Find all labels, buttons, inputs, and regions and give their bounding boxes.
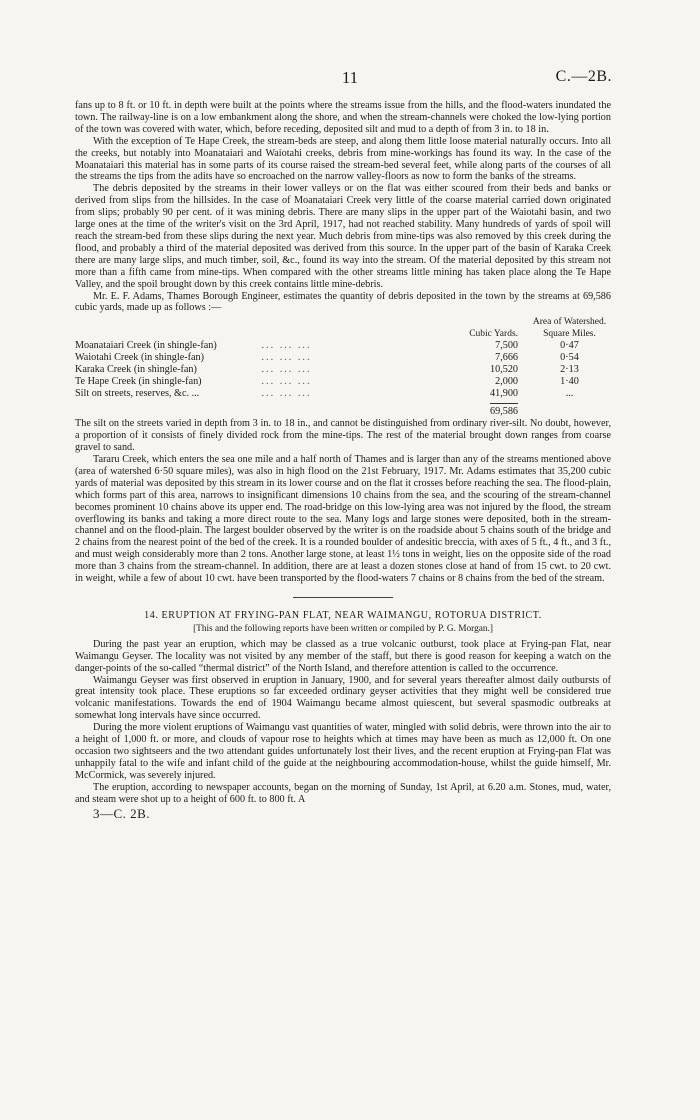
paragraph: During the more violent eruptions of Waimangu vast quantities of water, mingled with solid debris, were thrown into the air to a height of 1,000 ft. or more, and clouds of vapour rose to heights which at times may have been as much as 12,000 ft. On one occasion two sightseers and the two attendant guides unfortunately lost their lives, and the recent eruption at Frying-pan Flat was unhappily fatal to the wife and infant child of the guide at the neighbouring accommodation-house, whilst the guide himself, Mr. McCormick, was severely injured. [75,722,611,781]
paragraph: The silt on the streets varied in depth from 3 in. to 18 in., and cannot be distinguished from ordinary river-silt. No doubt, however, a proportion of it consists of finely divided rock from the mine-tips. The rest of the material brought down ranges from coarse gravel to sand. [75,418,611,454]
paragraph: The debris deposited by the streams in their lower valleys or on the flat was either scoured from their beds and banks or derived from slips from the hillsides. In the case of Moanataiari Creek very little of the coarse material carried down originated from slips; probably 90 per cent. of it was mining debris. There are many slips in the upper part of the Waiotahi basin, and two large ones at the time of the writer's visit on the 3rd April, 1917, had not reached stability. Many hundreds of yards of spoil will reach the stream-bed from these slips during the next year. Much debris from mine-tips was also removed by this creek during the flood, and probably a third of the material deposited was derived from this source. In the upper part of the basin of Karaka Creek there are many large slips, and much timber, soil, &c., found its way into the stream. Of the material deposited by this stream not more than a fifth came from mine-tips. When compared with the other streams little mining has taken place along the Te Hape Valley, and the spoil brought down by this creek contains little mine-debris. [75,183,611,290]
section-divider [293,597,393,598]
footer-signature: 3—C. 2B. [93,805,151,821]
row-cubic-yards: 2,000 [495,376,519,388]
page-header [0,68,700,94]
paragraph: During the past year an eruption, which may be classed as a true volcanic outburst, took place at Frying-pan Flat, near Waimangu Geyser. The locality was not visited by any member of the staff, but there is good reason for keeping a watch on the danger-points of the so-called “thermal district” of the North Island, and therefore attention is called to the occurrence. [75,638,611,674]
row-name: Karaka Creek (in shingle-fan) [75,364,197,376]
column-header-area [528,316,611,340]
paragraph: The eruption, according to newspaper accounts, began on the morning of Sunday, 1st April, at 6.20 a.m. Stones, mud, water, and steam were shot up to a height of 600 ft. to 800 ft. A [75,781,611,805]
row-name: Silt on streets, reserves, &c. ... [75,388,200,400]
column-header-cubic-yards: Cubic Yards. [469,329,519,340]
row-area: 2·13 [560,364,579,376]
row-name: Moanataiari Creek (in shingle-fan) [75,340,217,352]
table-row [75,388,611,400]
row-name: Waiotahi Creek (in shingle-fan) [75,352,205,364]
document-body [75,100,611,819]
report-reference: C.—2B. [555,68,612,85]
row-name: Te Hape Creek (in shingle-fan) [75,376,202,388]
row-leader: ... ... ... [261,388,312,400]
area-header-line1: Area of Watershed. [532,317,607,328]
row-area: 1·40 [560,376,579,388]
debris-table [75,316,611,418]
paragraph: Waimangu Geyser was first observed in eruption in January, 1900, and for several years thereafter almost daily outbursts of great intensity took place. These eruptions so far exceeded ordinary geyser activities that they might well be considered true volcanic manifestations. Towards the end of 1904 Waimangu became almost quiescent, but several spasmodic outbreaks at somewhat long intervals have since occurred. [75,674,611,722]
area-header-line2: Square Miles. [543,329,596,340]
page-number: 11 [341,68,359,87]
table-row [75,352,611,364]
row-cubic-yards: 7,666 [495,352,519,364]
table-row [75,340,611,352]
row-area: 0·47 [560,340,579,352]
row-leader: ... ... ... [261,340,312,352]
row-area: 0·54 [560,352,579,364]
paragraph: With the exception of Te Hape Creek, the stream-beds are steep, and along them little loose material naturally occurs. Into all the creeks, but notably into Moanataiari and Waiotahi creeks, debris from mine-workings has found its way. In the case of the Moanataiari this material has in some parts of its course raised the stream-bed several feet, while along parts of the courses of all the streams the tips from the adits have so encroached on the narrow valley-floors as now to form the banks of the streams. [75,135,611,183]
table-row [75,364,611,376]
section-heading: 14. ERUPTION AT FRYING-PAN FLAT, NEAR WAIMANGU, ROTORUA DISTRICT. [144,610,542,621]
table-header-row [75,316,611,340]
row-leader: ... ... ... [261,364,312,376]
section-note: [This and the following reports have been written or compiled by P. G. Morgan.] [193,623,493,634]
row-area: ... [565,388,574,400]
table-total-row [75,400,611,418]
row-cubic-yards: 10,520 [490,364,519,376]
row-leader: ... ... ... [261,376,312,388]
paragraph: fans up to 8 ft. or 10 ft. in depth were built at the points where the streams issue from the hills, and the flood-waters inundated the town. The railway-line is on a low embankment along the shore, and when the stream-channels were choked the low-lying portion of the town was covered with water, which, before receding, deposited silt and mud to a depth of from 3 in. to 18 in. [75,100,611,135]
row-leader: ... ... ... [261,352,312,364]
total-cubic-yards: 69,586 [490,403,518,418]
paragraph: Tararu Creek, which enters the sea one mile and a half north of Thames and is larger than any of the streams mentioned above (area of watershed 6·50 square miles), was also in high flood on the 21st February, 1917. Mr. Adams estimates that 35,200 cubic yards of material was deposited by this stream in its lower course and on the flat it crosses before reaching the sea. The flood-plain, which forms part of this area, narrows to insignificant dimensions 10 chains from the sea, and the scouring of the stream-channel becomes prominent 10 chains above its upper end. The road-bridge on this low-lying area was not injured by the flood, the stream overflowing its banks and taking a more direct route to the sea. Many logs and large stones were deposited, both in the stream-channel and on the flood-plain. The largest boulder observed by the writer is on the roadside about 5 chains south of the bridge and 2 chains from the nearest point of the bed of the creek. It is a rounded boulder of andesitic breccia, with axes of 5 ft., 4 ft., and 3 ft., and must weigh considerably more than 2 tons. Another large stone, at least 1½ tons in weight, lies on the opposite side of the road more than 3 chains from the stream-channel. In addition, there are at least a dozen stones close at hand of from 15 cwt. to 20 cwt. in weight, while a few of about 10 cwt. have been transported by the flood-waters 7 chains or 8 chains from the bed of the stream. [75,454,611,585]
paragraph: Mr. E. F. Adams, Thames Borough Engineer, estimates the quantity of debris deposited in the town by the streams at 69,586 cubic yards, made up as follows :— [75,290,611,314]
row-cubic-yards: 41,900 [490,388,519,400]
row-cubic-yards: 7,500 [495,340,519,352]
table-row [75,376,611,388]
